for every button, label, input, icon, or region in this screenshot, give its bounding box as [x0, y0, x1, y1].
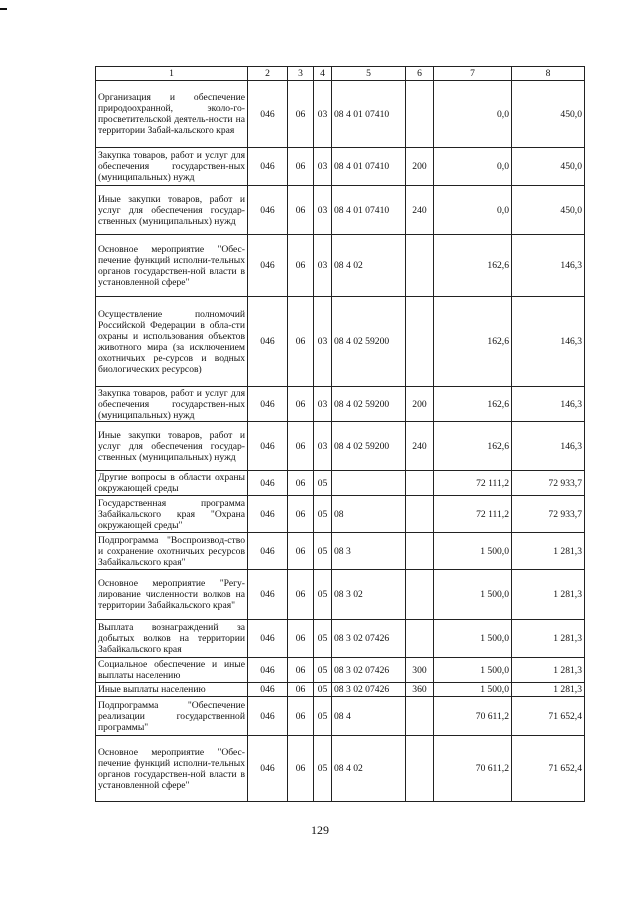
table-row [96, 570, 585, 620]
row-grbs-code: 046 [248, 736, 288, 802]
row-section-code: 06 [288, 297, 314, 387]
row-subsection-code: 05 [314, 697, 332, 736]
row-grbs-code: 046 [248, 658, 288, 683]
table-row [96, 81, 585, 148]
row-target-article: 08 4 02 59200 [332, 387, 406, 422]
row-target-article: 08 3 02 [332, 570, 406, 620]
row-name: Закупка товаров, работ и услуг для обеспечения государствен-ных (муниципальных) нужд [96, 387, 248, 422]
row-target-article: 08 4 02 59200 [332, 422, 406, 471]
row-amount-1: 72 111,2 [434, 496, 512, 533]
row-subsection-code: 03 [314, 387, 332, 422]
row-section-code: 06 [288, 186, 314, 235]
row-target-article: 08 3 02 07426 [332, 683, 406, 697]
row-grbs-code: 046 [248, 620, 288, 658]
table-row [96, 496, 585, 533]
row-subsection-code: 03 [314, 148, 332, 186]
table-row [96, 683, 585, 697]
row-section-code: 06 [288, 683, 314, 697]
row-target-article [332, 471, 406, 496]
row-subsection-code: 05 [314, 683, 332, 697]
row-expense-type [406, 620, 434, 658]
table-row [96, 658, 585, 683]
row-amount-1: 1 500,0 [434, 658, 512, 683]
header-cell-7: 7 [434, 67, 512, 81]
row-name: Социальное обеспечение и иные выплаты населению [96, 658, 248, 683]
row-grbs-code: 046 [248, 570, 288, 620]
table-row [96, 186, 585, 235]
row-section-code: 06 [288, 697, 314, 736]
row-target-article: 08 4 02 [332, 736, 406, 802]
row-grbs-code: 046 [248, 683, 288, 697]
row-amount-2: 71 652,4 [512, 736, 585, 802]
row-amount-2: 450,0 [512, 81, 585, 148]
row-name: Подпрограмма "Воспроизвод-ство и сохранение охотничьих ресурсов Забайкальского края" [96, 533, 248, 570]
row-amount-2: 1 281,3 [512, 683, 585, 697]
row-target-article: 08 4 01 07410 [332, 186, 406, 235]
row-expense-type: 360 [406, 683, 434, 697]
header-cell-5: 5 [332, 67, 406, 81]
row-amount-1: 0,0 [434, 81, 512, 148]
row-grbs-code: 046 [248, 697, 288, 736]
row-amount-2: 146,3 [512, 422, 585, 471]
row-subsection-code: 03 [314, 422, 332, 471]
row-grbs-code: 046 [248, 235, 288, 297]
row-name: Подпрограмма "Обеспечение реализации государственной программы" [96, 697, 248, 736]
row-subsection-code: 05 [314, 496, 332, 533]
row-target-article: 08 3 02 07426 [332, 658, 406, 683]
row-target-article: 08 4 01 07410 [332, 148, 406, 186]
row-expense-type [406, 471, 434, 496]
row-section-code: 06 [288, 658, 314, 683]
row-name: Иные выплаты населению [96, 683, 248, 697]
row-amount-1: 70 611,2 [434, 697, 512, 736]
row-grbs-code: 046 [248, 496, 288, 533]
row-section-code: 06 [288, 570, 314, 620]
row-amount-2: 450,0 [512, 148, 585, 186]
row-target-article: 08 4 02 [332, 235, 406, 297]
row-amount-1: 162,6 [434, 235, 512, 297]
row-subsection-code: 03 [314, 81, 332, 148]
row-section-code: 06 [288, 620, 314, 658]
row-expense-type: 240 [406, 186, 434, 235]
row-expense-type [406, 81, 434, 148]
row-section-code: 06 [288, 471, 314, 496]
row-amount-1: 70 611,2 [434, 736, 512, 802]
row-expense-type [406, 297, 434, 387]
row-grbs-code: 046 [248, 471, 288, 496]
row-subsection-code: 05 [314, 471, 332, 496]
row-amount-2: 146,3 [512, 297, 585, 387]
row-expense-type [406, 496, 434, 533]
row-name: Закупка товаров, работ и услуг для обеспечения государствен-ных (муниципальных) нужд [96, 148, 248, 186]
row-target-article: 08 3 [332, 533, 406, 570]
row-amount-1: 0,0 [434, 148, 512, 186]
row-target-article: 08 4 01 07410 [332, 81, 406, 148]
header-cell-6: 6 [406, 67, 434, 81]
row-expense-type [406, 736, 434, 802]
table-row [96, 235, 585, 297]
table-row [96, 620, 585, 658]
header-cell-2: 2 [248, 67, 288, 81]
row-grbs-code: 046 [248, 533, 288, 570]
row-subsection-code: 05 [314, 620, 332, 658]
row-amount-2: 146,3 [512, 235, 585, 297]
corner-mark [0, 8, 7, 10]
row-amount-1: 0,0 [434, 186, 512, 235]
table-row [96, 533, 585, 570]
row-section-code: 06 [288, 496, 314, 533]
row-section-code: 06 [288, 235, 314, 297]
table-row [96, 297, 585, 387]
row-amount-1: 162,6 [434, 297, 512, 387]
header-cell-4: 4 [314, 67, 332, 81]
row-name: Другие вопросы в области охраны окружающей среды [96, 471, 248, 496]
row-amount-1: 72 111,2 [434, 471, 512, 496]
row-target-article: 08 4 02 59200 [332, 297, 406, 387]
row-grbs-code: 046 [248, 297, 288, 387]
row-amount-1: 1 500,0 [434, 620, 512, 658]
row-name: Основное мероприятие "Регу-лирование численности волков на территории Забайкальского края" [96, 570, 248, 620]
row-section-code: 06 [288, 81, 314, 148]
table-row [96, 697, 585, 736]
header-cell-8: 8 [512, 67, 585, 81]
row-subsection-code: 05 [314, 736, 332, 802]
row-name: Основное мероприятие "Обес-печение функций исполни-тельных органов государствен-ной власти в установленной сфере" [96, 235, 248, 297]
row-name: Основное мероприятие "Обес-печение функций исполни-тельных органов государствен-ной власти в установленной сфере" [96, 736, 248, 802]
row-amount-2: 1 281,3 [512, 533, 585, 570]
table-body [96, 81, 585, 802]
row-grbs-code: 046 [248, 422, 288, 471]
row-expense-type: 300 [406, 658, 434, 683]
row-target-article: 08 4 [332, 697, 406, 736]
row-amount-1: 162,6 [434, 422, 512, 471]
row-grbs-code: 046 [248, 148, 288, 186]
row-amount-2: 1 281,3 [512, 620, 585, 658]
row-expense-type [406, 570, 434, 620]
row-name: Иные закупки товаров, работ и услуг для обеспечения государ-ственных (муниципальных) нужд [96, 186, 248, 235]
row-subsection-code: 05 [314, 533, 332, 570]
row-name: Осуществление полномочий Российской Федерации в обла-сти охраны и использования объектов животного мира (за исключением охотничьих ре-сурсов и водных биологических ресурсов) [96, 297, 248, 387]
row-target-article: 08 3 02 07426 [332, 620, 406, 658]
header-cell-1: 1 [96, 67, 248, 81]
budget-table [95, 66, 585, 802]
table-row [96, 422, 585, 471]
row-target-article: 08 [332, 496, 406, 533]
row-grbs-code: 046 [248, 81, 288, 148]
row-subsection-code: 03 [314, 297, 332, 387]
row-amount-2: 450,0 [512, 186, 585, 235]
table-row [96, 387, 585, 422]
row-amount-2: 72 933,7 [512, 471, 585, 496]
row-section-code: 06 [288, 736, 314, 802]
row-amount-2: 71 652,4 [512, 697, 585, 736]
row-subsection-code: 05 [314, 570, 332, 620]
table-header-row [96, 67, 585, 81]
header-cell-3: 3 [288, 67, 314, 81]
row-amount-1: 1 500,0 [434, 683, 512, 697]
row-expense-type: 200 [406, 148, 434, 186]
row-name: Государственная программа Забайкальского края "Охрана окружающей среды" [96, 496, 248, 533]
row-section-code: 06 [288, 422, 314, 471]
row-amount-2: 1 281,3 [512, 570, 585, 620]
row-subsection-code: 05 [314, 658, 332, 683]
row-section-code: 06 [288, 387, 314, 422]
table-row [96, 148, 585, 186]
row-expense-type: 240 [406, 422, 434, 471]
row-name: Выплата вознаграждений за добытых волков на территории Забайкальского края [96, 620, 248, 658]
row-expense-type [406, 235, 434, 297]
row-amount-1: 1 500,0 [434, 570, 512, 620]
row-section-code: 06 [288, 148, 314, 186]
row-amount-1: 162,6 [434, 387, 512, 422]
row-subsection-code: 03 [314, 186, 332, 235]
row-amount-1: 1 500,0 [434, 533, 512, 570]
row-grbs-code: 046 [248, 387, 288, 422]
row-expense-type: 200 [406, 387, 434, 422]
table-row [96, 471, 585, 496]
page-number: 129 [311, 823, 329, 837]
row-amount-2: 146,3 [512, 387, 585, 422]
row-name: Организация и обеспечение природоохранной, эколо-го-просветительской деятель-ности на территории Забай-кальского края [96, 81, 248, 148]
row-amount-2: 72 933,7 [512, 496, 585, 533]
row-expense-type [406, 533, 434, 570]
row-name: Иные закупки товаров, работ и услуг для обеспечения государ-ственных (муниципальных) нужд [96, 422, 248, 471]
row-section-code: 06 [288, 533, 314, 570]
row-subsection-code: 03 [314, 235, 332, 297]
row-amount-2: 1 281,3 [512, 658, 585, 683]
table-row [96, 736, 585, 802]
row-grbs-code: 046 [248, 186, 288, 235]
row-expense-type [406, 697, 434, 736]
